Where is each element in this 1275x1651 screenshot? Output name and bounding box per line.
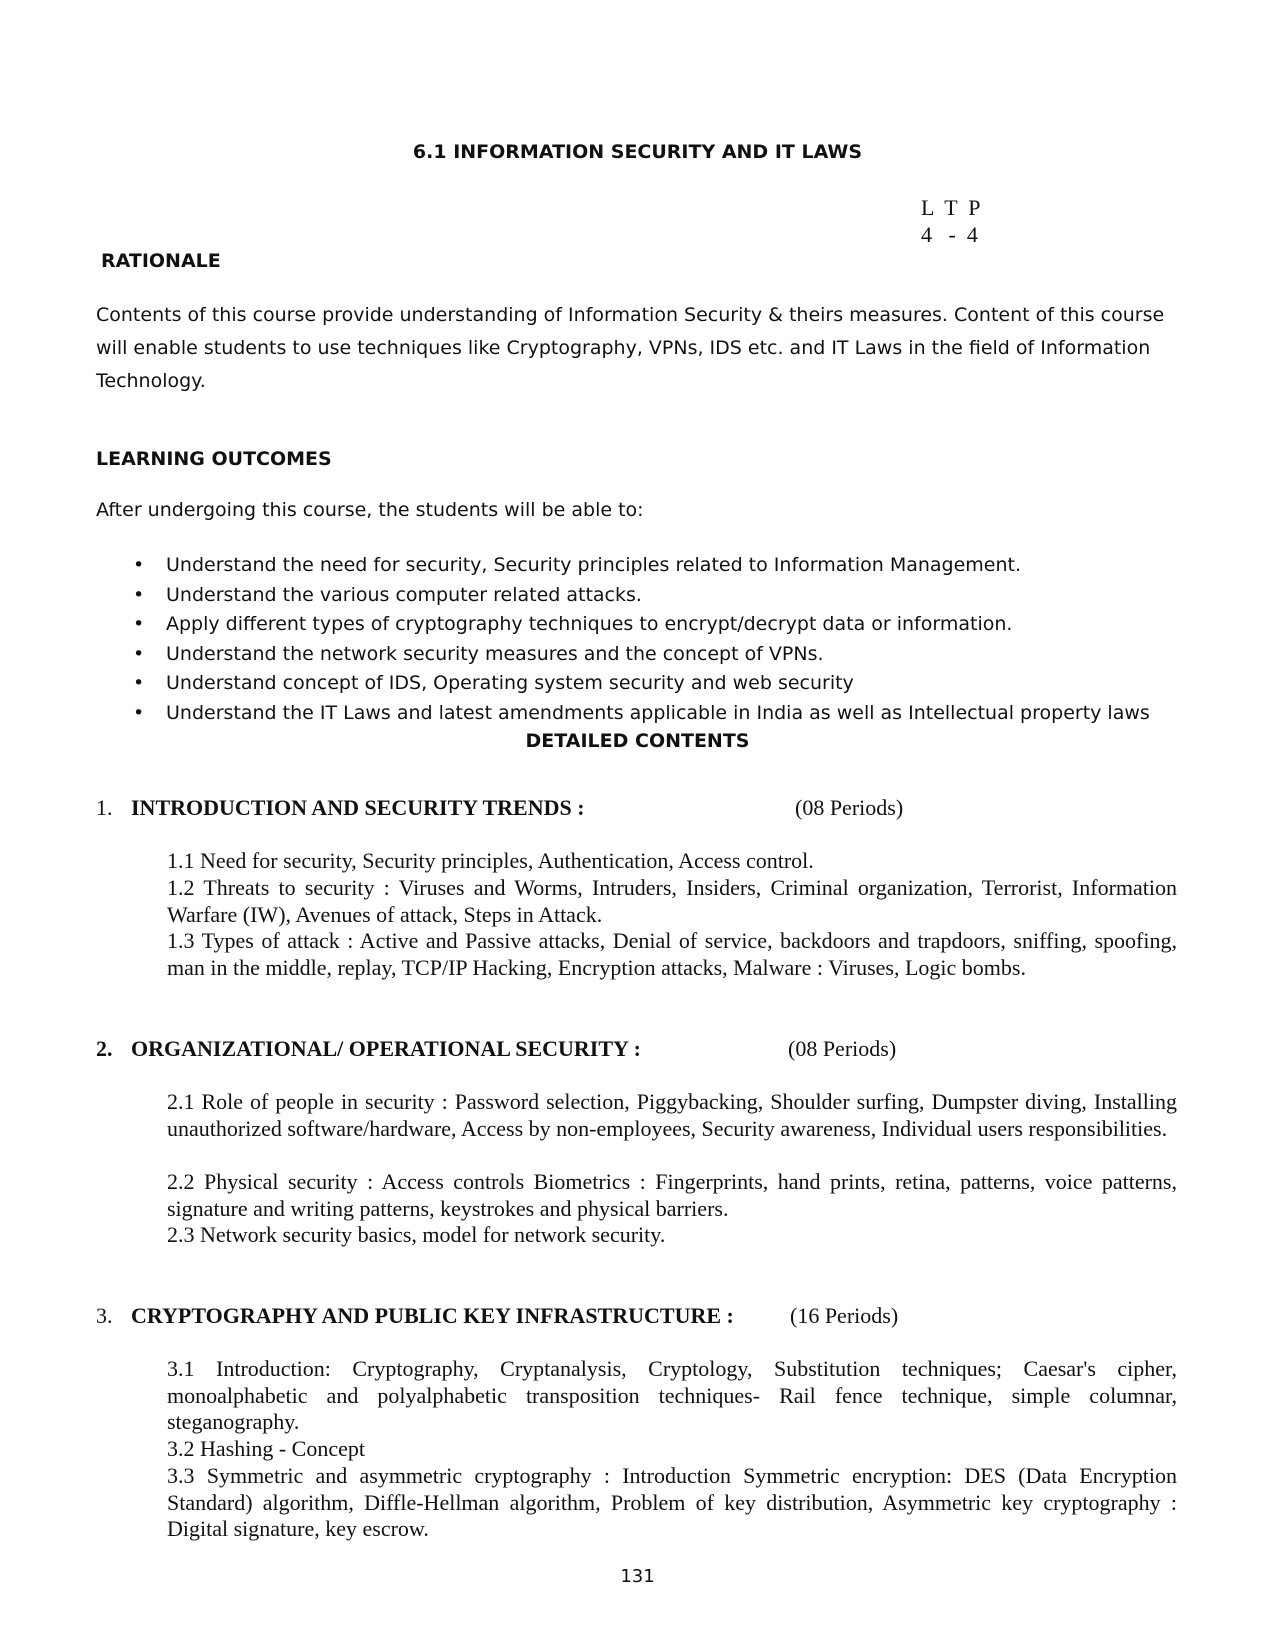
section-heading xyxy=(96,1303,1196,1331)
topic-item: 2.3 Network security basics, model for network security. xyxy=(167,1222,666,1247)
ltp-block xyxy=(921,194,981,248)
learning-outcomes-heading: LEARNING OUTCOMES xyxy=(96,448,332,470)
bullet-icon: • xyxy=(133,613,145,635)
ltp-values: 4 - 4 xyxy=(921,222,978,247)
section-heading xyxy=(96,795,1196,823)
bullet-icon: • xyxy=(133,554,145,576)
section-number: 3. xyxy=(96,1303,113,1328)
list-item-text: Understand the network security measures and the concept of VPNs. xyxy=(166,642,824,665)
learning-outcomes-intro: After undergoing this course, the students will be able to: xyxy=(96,499,644,521)
page-number: 131 xyxy=(620,1566,655,1587)
topic-item: 3.3 Symmetric and asymmetric cryptography : Introduction Symmetric encryption: DES (Data Encryption Standard) algorithm, Diffle-Hellman algorithm, Problem of key distribution, Asymmetric key cryptography : Digital signature, key escrow. xyxy=(167,1463,1177,1542)
section-number: 2. xyxy=(96,1036,113,1061)
topic-item: 3.1 Introduction: Cryptography, Cryptanalysis, Cryptology, Substitution techniques; Caesar's cipher, monoalphabetic and polyalphabetic transposition techniques- Rail fence technique, simple columnar, steganography. xyxy=(167,1356,1177,1435)
list-item xyxy=(96,610,1226,640)
topic-item: 1.1 Need for security, Security principles, Authentication, Access control. xyxy=(167,848,814,873)
bullet-icon: • xyxy=(133,701,145,724)
list-item-text: Apply different types of cryptography techniques to encrypt/decrypt data or information. xyxy=(166,613,1013,635)
rationale-heading: RATIONALE xyxy=(101,250,221,272)
rationale-text: Contents of this course provide understanding of Information Security & theirs measures. Content of this course will enable students to use techniques like Cryptography, VPNs, IDS etc. and IT Laws in the field of Information Technology. xyxy=(96,304,1165,392)
learning-outcomes-list xyxy=(96,551,1226,728)
detailed-contents-heading: DETAILED CONTENTS xyxy=(525,730,750,752)
list-item xyxy=(96,551,1226,581)
list-item xyxy=(96,669,1226,699)
section-periods: (16 Periods) xyxy=(790,1303,899,1328)
section-title: CRYPTOGRAPHY AND PUBLIC KEY INFRASTRUCTURE : xyxy=(131,1303,734,1328)
section-periods: (08 Periods) xyxy=(788,1036,897,1061)
section-heading xyxy=(96,1036,1196,1064)
section-title: ORGANIZATIONAL/ OPERATIONAL SECURITY : xyxy=(131,1036,641,1061)
topic-item: 2.1 Role of people in security : Password selection, Piggybacking, Shoulder surfing, Dumpster diving, Installing unauthorized software/hardware, Access by non-employees, Security awareness, Individual users responsibilities. xyxy=(167,1089,1177,1141)
topic-item: 1.2 Threats to security : Viruses and Worms, Intruders, Insiders, Criminal organization, Terrorist, Information Warfare (IW), Avenues of attack, Steps in Attack. xyxy=(167,875,1177,927)
list-item-text: Understand the need for security, Security principles related to Information Management. xyxy=(166,554,1022,576)
list-item xyxy=(96,699,1226,729)
bullet-icon: • xyxy=(133,672,145,694)
section-number: 1. xyxy=(96,795,113,820)
topic-item: 3.2 Hashing - Concept xyxy=(167,1436,365,1461)
bullet-icon: • xyxy=(133,583,145,606)
list-item-text: Understand the various computer related attacks. xyxy=(166,583,642,606)
list-item xyxy=(96,640,1226,670)
section-periods: (08 Periods) xyxy=(795,795,904,820)
page-title: 6.1 INFORMATION SECURITY AND IT LAWS xyxy=(412,141,863,163)
topic-item: 1.3 Types of attack : Active and Passive attacks, Denial of service, backdoors and trapdoors, sniffing, spoofing, man in the middle, replay, TCP/IP Hacking, Encryption attacks, Malware : Viruses, Logic bombs. xyxy=(167,928,1177,980)
topic-item: 2.2 Physical security : Access controls Biometrics : Fingerprints, hand prints, retina, patterns, voice patterns, signature and writing patterns, keystrokes and physical barriers. xyxy=(167,1169,1177,1221)
list-item-text: Understand concept of IDS, Operating system security and web security xyxy=(166,672,854,694)
bullet-icon: • xyxy=(133,642,145,665)
list-item xyxy=(96,581,1226,611)
list-item-text: Understand the IT Laws and latest amendments applicable in India as well as Intellectual property laws xyxy=(166,701,1150,724)
ltp-header: L T P xyxy=(921,195,981,220)
section-title: INTRODUCTION AND SECURITY TRENDS : xyxy=(131,795,585,820)
